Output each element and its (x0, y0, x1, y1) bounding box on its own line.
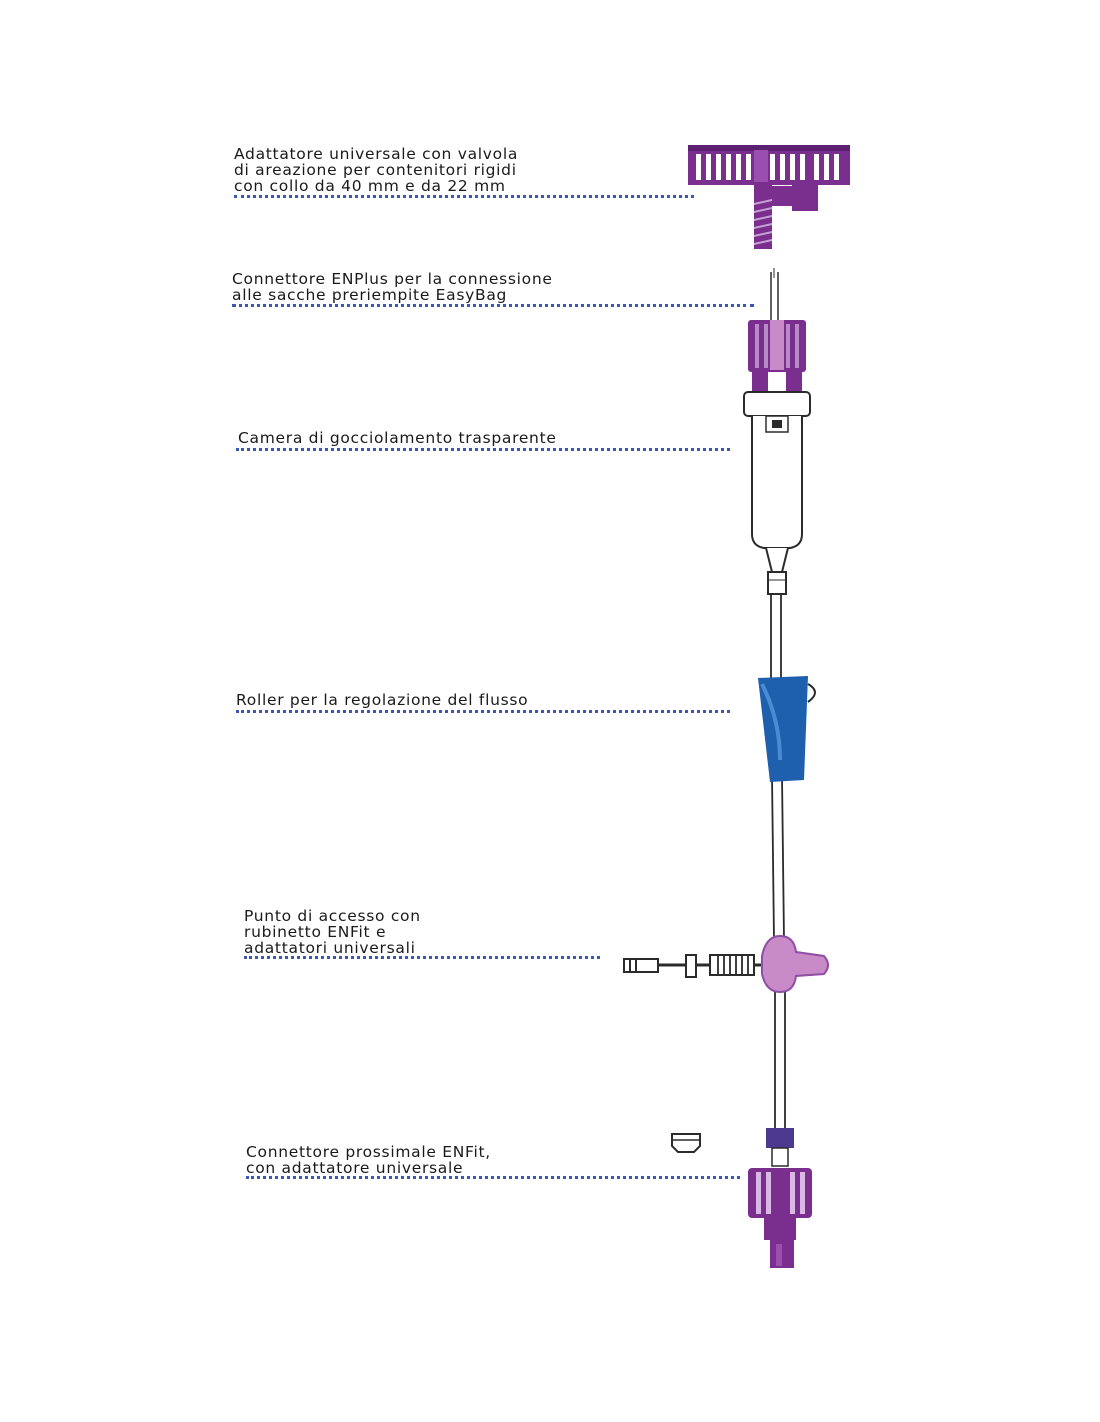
tube (771, 594, 785, 1128)
enplus-connector-illustration (748, 268, 806, 392)
label-drip-chamber: Camera di gocciolamento trasparente (238, 429, 557, 447)
leader-line-universal-adapter (234, 195, 694, 198)
universal-adapter-illustration (688, 145, 850, 249)
label-universal-adapter: Adattatore universale con valvola di areazione per contenitori rigidi con collo da 40 mm e da 22 mm (234, 145, 519, 195)
label-roller-clamp: Roller per la regolazione del flusso (236, 691, 529, 709)
leader-line-access-point (244, 956, 600, 959)
drip-chamber-illustration (744, 392, 810, 594)
label-access-point: Punto di accesso con rubinetto ENFit e adattatori universali (244, 907, 421, 957)
roller-clamp-illustration (758, 676, 815, 782)
label-proximal-connector: Connettore prossimale ENFit, con adattatore universale (246, 1143, 491, 1177)
leader-line-roller-clamp (236, 710, 730, 713)
label-enplus-connector: Connettore ENPlus per la connessione alle sacche preriempite EasyBag (232, 270, 553, 304)
access-point-illustration (624, 936, 828, 992)
leader-line-drip-chamber (236, 448, 730, 451)
proximal-connector-illustration (672, 1128, 812, 1268)
leader-line-proximal-connector (246, 1176, 740, 1179)
leader-line-enplus-connector (232, 304, 754, 307)
